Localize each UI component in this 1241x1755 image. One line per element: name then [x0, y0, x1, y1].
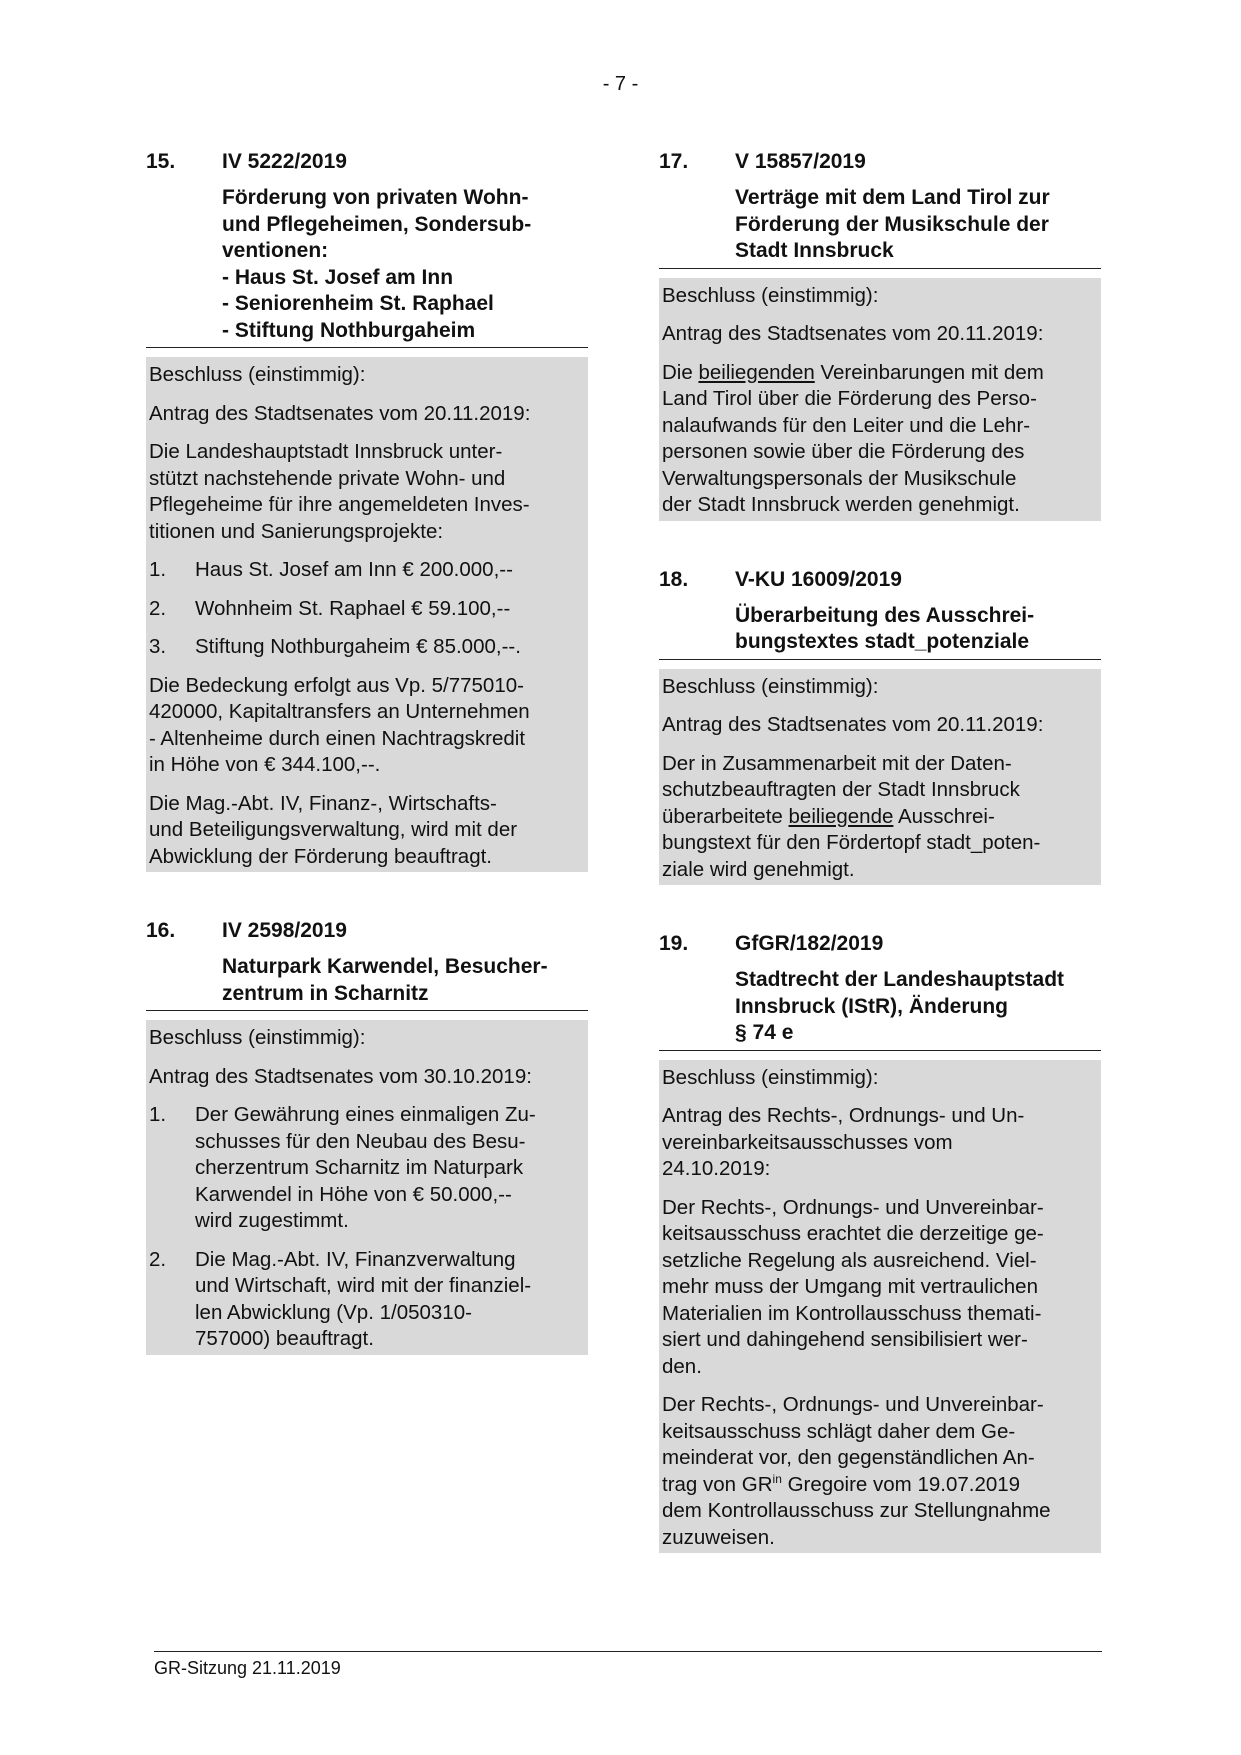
agenda-item-17 [659, 149, 1101, 521]
motion-label: Antrag des Stadtsenates vom 30.10.2019: [149, 1064, 532, 1088]
title-line: - Haus St. Josef am Inn [222, 265, 454, 289]
item-title [659, 967, 1101, 1051]
text-line: Der Rechts-, Ordnungs- und Unvereinbar- [662, 1393, 1044, 1416]
text-line: personen sowie über die Förderung des [662, 440, 1025, 463]
assignment-text [149, 791, 585, 871]
list-number: 2. [149, 1247, 167, 1271]
title-line: Verträge mit dem Land Tirol zur [735, 186, 1050, 209]
proposal-text [662, 1392, 1098, 1551]
resolution-text [662, 360, 1098, 519]
item-number: 17. [659, 150, 689, 173]
underlined-text: beiliegenden [698, 360, 815, 384]
text-line: zuzuweisen. [662, 1525, 775, 1549]
title-line: und Pflegeheimen, Sondersub- [222, 212, 532, 236]
text-line: und Wirtschaft, wird mit der finanziel- [195, 1274, 532, 1297]
decision-label: Beschluss (einstimmig): [149, 363, 366, 386]
text-line: wird zugestimmt. [195, 1209, 349, 1232]
underlined-text: beiliegende [788, 804, 894, 828]
resolution-box [146, 1020, 588, 1355]
decision-label: Beschluss (einstimmig): [662, 1065, 879, 1089]
list-item [149, 557, 585, 584]
text-line: Der Gewährung eines einmaligen Zu- [195, 1103, 536, 1126]
text-fragment: Gregoire vom 19.07.2019 [781, 1472, 1021, 1496]
superscript: in [772, 1471, 782, 1486]
decision-label: Beschluss (einstimmig): [149, 1026, 366, 1049]
title-line: Stadtrecht der Landeshauptstadt [735, 968, 1065, 991]
item-number: 15. [146, 150, 176, 173]
item-header [146, 918, 588, 954]
decision-label: Beschluss (einstimmig): [662, 674, 879, 698]
resolution-box [659, 669, 1101, 886]
text-line: nalaufwands für den Leiter und die Lehr- [662, 413, 1031, 437]
text-line: Abwicklung der Förderung beauftragt. [149, 844, 493, 868]
text-line: Land Tirol über die Förderung des Perso- [662, 387, 1037, 410]
text-line: in Höhe von € 344.100,--. [149, 753, 381, 776]
text-line: 757000) beauftragt. [195, 1327, 374, 1350]
text-line [662, 804, 1098, 831]
text-line: den. [662, 1354, 702, 1378]
left-column [146, 149, 588, 1355]
item-header [146, 149, 588, 185]
text-line: keitsausschuss erachtet die derzeitige ge- [662, 1222, 1044, 1245]
decision-label: Beschluss (einstimmig): [662, 283, 879, 307]
item-header [659, 149, 1101, 185]
list-item [149, 1102, 585, 1235]
item-code: V-KU 16009/2019 [735, 567, 902, 591]
text-line: Die Landeshauptstadt Innsbruck unter- [149, 440, 503, 463]
motion-label: Antrag des Stadtsenates vom 20.11.2019: [662, 713, 1044, 736]
item-title [146, 185, 588, 348]
item-number: 16. [146, 919, 176, 942]
text-line: Der in Zusammenarbeit mit der Daten- [662, 751, 1012, 775]
text-line: keitsausschuss schlägt daher dem Ge- [662, 1419, 1016, 1443]
list-item [149, 596, 585, 623]
text-line: Verwaltungspersonals der Musikschule [662, 466, 1017, 490]
page-footer: GR-Sitzung 21.11.2019 [154, 1651, 1102, 1679]
text-fragment: trag von GR [662, 1472, 773, 1496]
motion-label: Antrag des Stadtsenates vom 20.11.2019: [149, 401, 531, 425]
item-code: IV 5222/2019 [222, 150, 347, 173]
agenda-item-16 [146, 918, 588, 1355]
resolution-text [662, 751, 1098, 884]
item-title [659, 603, 1101, 660]
text-line: und Beteiligungsverwaltung, wird mit der [149, 818, 518, 841]
text-line: stützt nachstehende private Wohn- und [149, 466, 506, 490]
item-title [146, 954, 588, 1011]
text-line: dem Kontrollausschuss zur Stellungnahme [662, 1499, 1051, 1522]
motion-label: Antrag des Stadtsenates vom 20.11.2019: [662, 322, 1044, 345]
text-line: ziale wird genehmigt. [662, 857, 855, 881]
list-text [195, 1247, 531, 1353]
text-line: 24.10.2019: [662, 1157, 771, 1180]
text-line: cherzentrum Scharnitz im Naturpark [195, 1156, 524, 1179]
agenda-item-19 [659, 931, 1101, 1553]
title-line: Innsbruck (IStR), Änderung [735, 994, 1008, 1018]
item-number: 18. [659, 567, 689, 591]
motion-label [662, 1103, 1098, 1183]
text-line: Die Mag.-Abt. IV, Finanzverwaltung [195, 1247, 516, 1271]
text-line: siert und dahingehend sensibilisiert wer- [662, 1328, 1028, 1351]
list-text [195, 1102, 536, 1235]
resolution-text [662, 1195, 1098, 1381]
title-line: Förderung von privaten Wohn- [222, 186, 529, 209]
right-column [659, 149, 1101, 1553]
text-line: bungstext für den Fördertopf stadt_poten- [662, 831, 1041, 854]
text-line: Antrag des Rechts-, Ordnungs- und Un- [662, 1104, 1025, 1127]
text-line: Die Mag.-Abt. IV, Finanz-, Wirtschafts- [149, 791, 497, 815]
text-line: meinderat vor, den gegenständlichen An- [662, 1446, 1035, 1469]
text-line: Karwendel in Höhe von € 50.000,-- [195, 1182, 512, 1206]
resolution-box [146, 357, 588, 872]
text-fragment: Die [662, 360, 699, 384]
text-line: - Altenheime durch einen Nachtragskredit [149, 726, 526, 750]
text-line: titionen und Sanierungsprojekte: [149, 519, 444, 543]
list-item [149, 1247, 585, 1353]
list-text: Wohnheim St. Raphael € 59.100,-- [195, 596, 511, 620]
list-text: Haus St. Josef am Inn € 200.000,-- [195, 558, 513, 581]
title-line: § 74 e [735, 1021, 794, 1044]
text-line: Die Bedeckung erfolgt aus Vp. 5/775010- [149, 673, 524, 697]
text-line: schutzbeauftragten der Stadt Innsbruck [662, 778, 1020, 801]
title-line: - Seniorenheim St. Raphael [222, 292, 494, 315]
resolution-text [149, 439, 585, 545]
text-line: Der Rechts-, Ordnungs- und Unvereinbar- [662, 1195, 1044, 1219]
text-fragment: Ausschrei- [893, 804, 995, 828]
resolution-box [659, 1060, 1101, 1554]
text-line: der Stadt Innsbruck werden genehmigt. [662, 493, 1020, 516]
text-line: Pflegeheime für ihre angemeldeten Inves- [149, 493, 530, 516]
item-code: GfGR/182/2019 [735, 932, 884, 955]
title-line: - Stiftung Nothburgaheim [222, 318, 476, 342]
agenda-item-18 [659, 567, 1101, 886]
item-code: IV 2598/2019 [222, 919, 347, 942]
list-number: 1. [149, 558, 167, 581]
text-line: vereinbarkeitsausschusses vom [662, 1130, 953, 1154]
item-title [659, 185, 1101, 269]
text-line: 420000, Kapitaltransfers an Unternehmen [149, 700, 530, 723]
item-number: 19. [659, 932, 689, 955]
title-line: bungstextes stadt_potenziale [735, 630, 1030, 653]
title-line: zentrum in Scharnitz [222, 981, 429, 1005]
title-line: Stadt Innsbruck [735, 239, 894, 262]
title-line: ventionen: [222, 239, 329, 262]
item-header [659, 567, 1101, 603]
text-line: setzliche Regelung als ausreichend. Viel- [662, 1248, 1037, 1272]
text-line [662, 1472, 1098, 1499]
list-text: Stiftung Nothburgaheim € 85.000,--. [195, 635, 521, 658]
text-line [662, 360, 1098, 387]
text-line: Materialien im Kontrollausschuss themati- [662, 1301, 1042, 1325]
title-line: Naturpark Karwendel, Besucher- [222, 955, 548, 978]
text-line: len Abwicklung (Vp. 1/050310- [195, 1300, 472, 1324]
title-line: Förderung der Musikschule der [735, 212, 1049, 236]
text-line: schusses für den Neubau des Besu- [195, 1129, 526, 1153]
resolution-box [659, 278, 1101, 521]
list-number: 3. [149, 635, 167, 658]
text-fragment: überarbeitete [662, 804, 789, 828]
list-number: 2. [149, 596, 167, 620]
page-number: - 7 - [602, 73, 639, 95]
list-number: 1. [149, 1103, 167, 1126]
list-item [149, 634, 585, 661]
agenda-item-15 [146, 149, 588, 872]
text-line: mehr muss der Umgang mit vertraulichen [662, 1275, 1038, 1298]
item-header [659, 931, 1101, 967]
text-fragment: Vereinbarungen mit dem [814, 360, 1044, 384]
item-code: V 15857/2019 [735, 150, 866, 173]
title-line: Überarbeitung des Ausschrei- [735, 603, 1035, 627]
funding-text [149, 673, 585, 779]
